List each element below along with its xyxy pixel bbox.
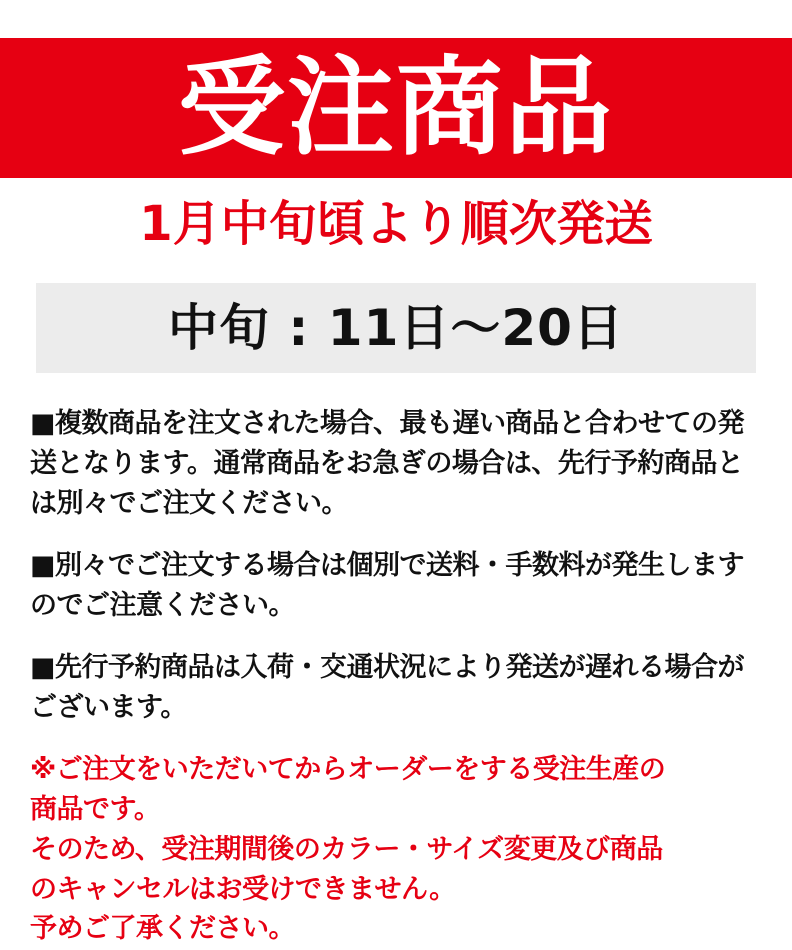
order-product-banner xyxy=(0,38,792,178)
banner-title: 受注商品 xyxy=(177,45,614,170)
caution-line: 予めご了承ください。 xyxy=(30,913,295,945)
note-item: ■別々でご注文する場合は個別で送料・手数料が発生しますのでご注意ください。 xyxy=(30,549,745,621)
note-item: ■先行予約商品は入荷・交通状況により発送が遅れる場合がございます。 xyxy=(30,651,745,723)
shipping-schedule-headline: 1月中旬頃より順次発送 xyxy=(139,196,653,252)
caution-line: ※ご注文をいただいてからオーダーをする受注生産の xyxy=(30,753,666,785)
mid-month-definition-text: 中旬 : 11日〜20日 xyxy=(168,299,624,357)
mid-month-definition-band xyxy=(36,283,756,373)
note-item: ■複数商品を注文された場合、最も遅い商品と合わせての発送となります。通常商品をお急ぎの場合は、先行予約商品とは別々でご注文ください。 xyxy=(30,408,745,519)
caution-line: 商品です。 xyxy=(30,793,161,825)
notes-list xyxy=(30,404,765,949)
caution-block xyxy=(30,750,765,950)
caution-line: そのため、受注期間後のカラー・サイズ変更及び商品 xyxy=(30,833,663,865)
caution-line: のキャンセルはお受けできません。 xyxy=(30,873,456,905)
